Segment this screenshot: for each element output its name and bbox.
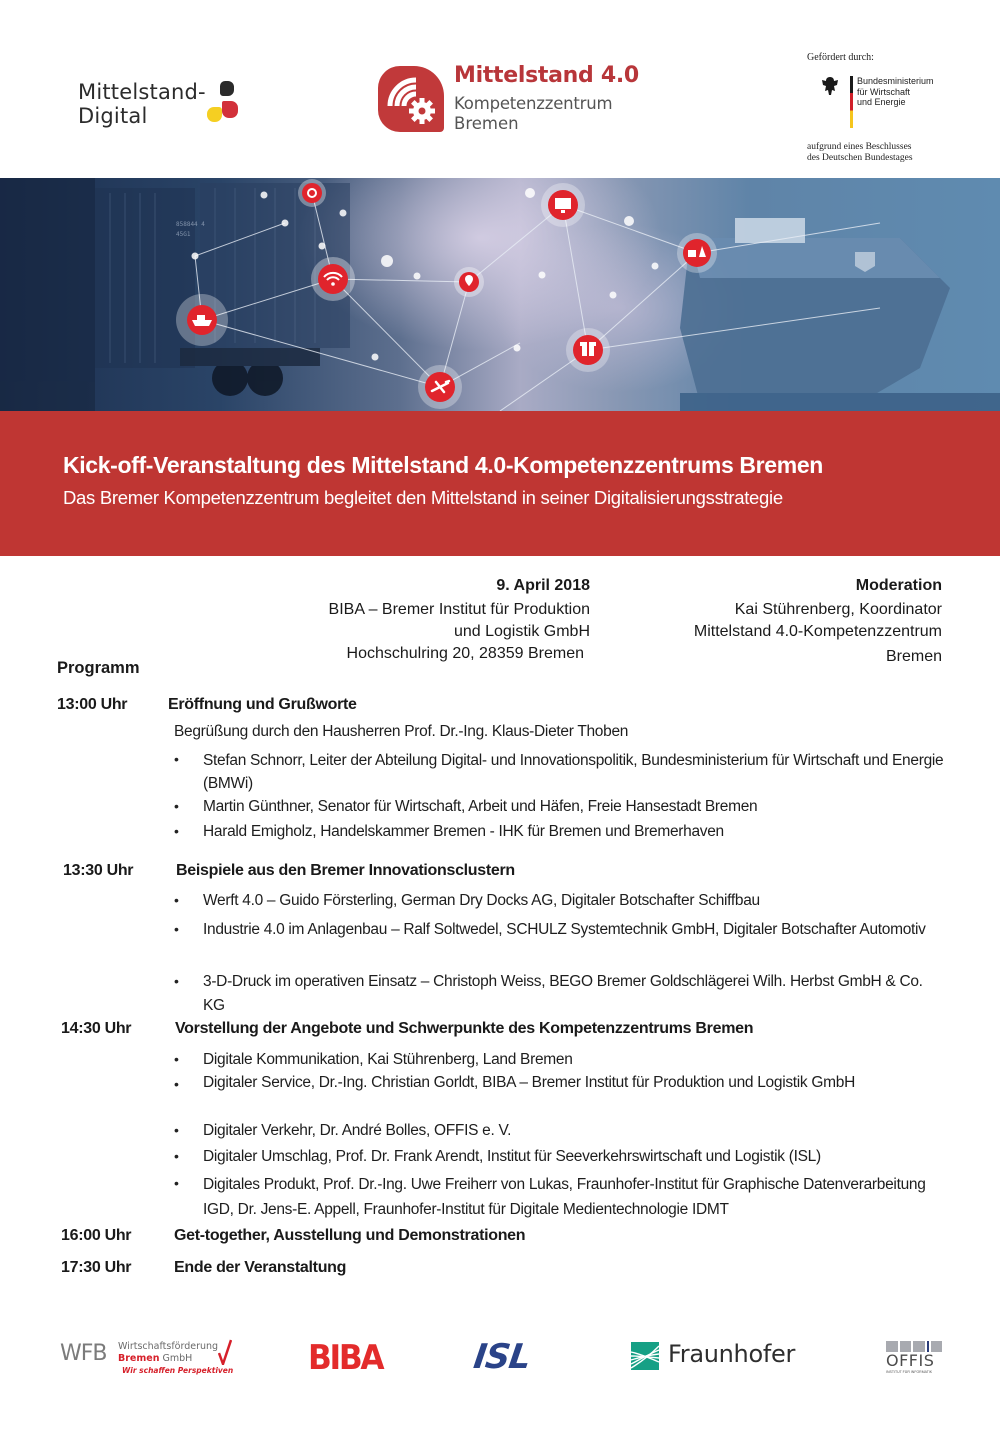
container-stack bbox=[0, 178, 350, 411]
logo-dots-icon bbox=[214, 80, 254, 124]
bullet-icon: • bbox=[174, 823, 179, 839]
session-title: Vorstellung der Angebote und Schwerpunkte des Kompetenzzentrums Bremen bbox=[175, 1020, 754, 1037]
offis-name: OFFIS bbox=[886, 1351, 935, 1370]
biba-logo: BIBA bbox=[308, 1338, 383, 1378]
bullet-icon: • bbox=[174, 892, 179, 908]
list-item: 3-D-Druck im operativen Einsatz – Christoph Weiss, BEGO Bremer Goldschlägerei Wilh. Herbst GmbH & Co. KG bbox=[203, 973, 923, 1014]
list-item: Digitale Kommunikation, Kai Stührenberg, Land Bremen bbox=[203, 1051, 573, 1068]
funding-label: Gefördert durch: bbox=[807, 52, 874, 63]
forklift-node-icon bbox=[677, 233, 717, 273]
note-line: aufgrund eines Beschlusses bbox=[807, 142, 912, 152]
wfb-abbr bbox=[60, 1341, 107, 1366]
bullet-icon: • bbox=[174, 1051, 179, 1067]
logo-title: Mittelstand 4.0 bbox=[454, 63, 639, 88]
moderation-block bbox=[640, 575, 942, 668]
monitor-node-icon bbox=[541, 183, 585, 227]
ministry-line: Bundesministerium bbox=[857, 76, 934, 86]
offis-subtitle: INSTITUT FÜR INFORMATIK bbox=[886, 1370, 933, 1374]
truck-wheels bbox=[180, 348, 320, 396]
logo-subtitle: Kompetenzzentrum bbox=[454, 94, 613, 113]
hero-image-logistics-network bbox=[0, 178, 1000, 411]
svg-text:858844 4: 858844 4 bbox=[176, 221, 205, 228]
event-details bbox=[250, 575, 590, 665]
bullet-icon: • bbox=[174, 751, 179, 767]
wfb-name-2 bbox=[118, 1353, 192, 1364]
cargo-ship-node-icon bbox=[176, 294, 228, 346]
ministry-name bbox=[857, 76, 934, 108]
session-time: 16:00 Uhr bbox=[61, 1227, 132, 1244]
session-intro: Begrüßung durch den Hausherren Prof. Dr.-Ing. Klaus-Dieter Thoben bbox=[174, 723, 629, 740]
wfb-name: Wirtschaftsförderung bbox=[118, 1341, 219, 1352]
session-time: 13:00 Uhr bbox=[57, 696, 128, 713]
checkmark-icon bbox=[218, 1339, 232, 1365]
bullet-icon: • bbox=[174, 973, 179, 989]
bullet-icon: • bbox=[174, 921, 179, 937]
cargo-ship bbox=[680, 218, 1000, 411]
bullet-icon: • bbox=[174, 1076, 179, 1092]
program-heading: Programm bbox=[57, 659, 140, 677]
wfb-w: W bbox=[60, 1341, 81, 1366]
event-subtitle: Das Bremer Kompetenzzentrum begleitet den Mittelstand in seiner Digitalisierungsstrategie bbox=[63, 487, 783, 508]
fraunhofer-name: Fraunhofer bbox=[668, 1340, 796, 1368]
bullet-icon: • bbox=[174, 798, 179, 814]
logo-text-line2: Digital bbox=[78, 104, 148, 128]
moderator-org: Mittelstand 4.0-Kompetenzzentrum bbox=[693, 623, 942, 640]
list-item: Digitaler Verkehr, Dr. André Bolles, OFFIS e. V. bbox=[203, 1122, 512, 1139]
moderation-heading: Moderation bbox=[855, 577, 942, 594]
list-item: Harald Emigholz, Handelskammer Bremen - IHK für Bremen und Bremerhaven bbox=[203, 823, 724, 840]
location-pin-node-icon bbox=[454, 267, 484, 297]
list-item: Digitales Produkt, Prof. Dr.-Ing. Uwe Freiherr von Lukas, Fraunhofer-Institut für Graphische Datenverarbeitung IGD, Dr. Jens-E. Appell, Fraunhofer-Institut für Digitale Medientechnologie IDMT bbox=[203, 1176, 926, 1218]
german-flag-bar bbox=[850, 76, 853, 128]
bullet-icon: • bbox=[174, 1148, 179, 1164]
wfb-gmbh: GmbH bbox=[159, 1353, 193, 1364]
ministry-line: für Wirtschaft bbox=[857, 86, 911, 97]
isl-logo: ISL bbox=[471, 1337, 533, 1377]
wfb-slogan: Wir schaffen Perspektiven bbox=[122, 1366, 234, 1375]
session-time: 13:30 Uhr bbox=[63, 862, 134, 879]
session-title: Beispiele aus den Bremer Innovationsclustern bbox=[176, 862, 515, 879]
hero-illustration bbox=[0, 178, 1000, 411]
bullet-icon: • bbox=[174, 1122, 179, 1138]
venue-line1: BIBA – Bremer Institut für Produktion bbox=[328, 601, 590, 618]
list-item: Digitaler Umschlag, Prof. Dr. Frank Arendt, Institut für Seeverkehrswirtschaft und Logistik (ISL) bbox=[203, 1148, 821, 1165]
session-time: 17:30 Uhr bbox=[61, 1259, 132, 1276]
venue-address: Hochschulring 20, 28359 Bremen bbox=[346, 645, 584, 662]
wifi-node-icon bbox=[311, 257, 355, 301]
yellow-dot bbox=[207, 107, 222, 122]
list-item: Digitaler Service, Dr.-Ing. Christian Gorldt, BIBA – Bremer Institut für Produktion und Logistik GmbH bbox=[203, 1074, 855, 1091]
moderator-city: Bremen bbox=[885, 648, 942, 665]
wfb-city: Bremen bbox=[118, 1353, 160, 1364]
moderator-name: Kai Stührenberg, Koordinator bbox=[734, 601, 942, 618]
offis-logo bbox=[886, 1341, 942, 1374]
bullet-icon: • bbox=[174, 1175, 179, 1191]
logo-city: Bremen bbox=[454, 114, 519, 133]
bmwi-funding-logo bbox=[807, 52, 987, 163]
session-title: Get-together, Ausstellung und Demonstrationen bbox=[174, 1227, 526, 1244]
event-title: Kick-off-Veranstaltung des Mittelstand 4.0-Kompetenzzentrums Bremen bbox=[63, 452, 823, 478]
session-title: Ende der Veranstaltung bbox=[174, 1259, 347, 1276]
list-item: Martin Günthner, Senator für Wirtschaft, Arbeit und Häfen, Freie Hansestadt Bremen bbox=[203, 798, 758, 815]
bundestag-note bbox=[807, 142, 913, 164]
federal-eagle-icon bbox=[821, 76, 839, 96]
session-time: 14:30 Uhr bbox=[61, 1020, 132, 1037]
black-dot bbox=[220, 81, 234, 96]
note-line: des Deutschen Bundestages bbox=[807, 153, 913, 163]
fraunhofer-mark-icon bbox=[631, 1342, 659, 1370]
wifi-gear-icon bbox=[378, 66, 444, 132]
list-item: Werft 4.0 – Guido Försterling, German Dry Docks AG, Digitaler Botschafter Schiffbau bbox=[203, 892, 760, 909]
gear-node-icon bbox=[298, 179, 326, 207]
ministry-line: und Energie bbox=[857, 97, 906, 107]
list-item: Industrie 4.0 im Anlagenbau – Ralf Soltwedel, SCHULZ Systemtechnik GmbH, Digitaler Botschafter Automotiv bbox=[203, 921, 926, 938]
mittelstand-digital-logo bbox=[78, 80, 206, 128]
session-title: Eröffnung und Grußworte bbox=[168, 696, 357, 713]
logo-text-line1: Mittelstand- bbox=[78, 80, 206, 104]
package-node-icon bbox=[566, 328, 610, 372]
airplane-node-icon bbox=[418, 365, 462, 409]
title-banner bbox=[0, 411, 1000, 556]
event-date: 9. April 2018 bbox=[496, 577, 590, 594]
venue-line2: und Logistik GmbH bbox=[453, 623, 590, 640]
svg-text:45G1: 45G1 bbox=[176, 231, 191, 238]
red-dot bbox=[222, 101, 238, 118]
wfb-fb: FB bbox=[80, 1341, 107, 1366]
list-item: Stefan Schnorr, Leiter der Abteilung Digital- und Innovationspolitik, Bundesministerium für Wirtschaft und Energie (BMWi) bbox=[203, 752, 944, 792]
